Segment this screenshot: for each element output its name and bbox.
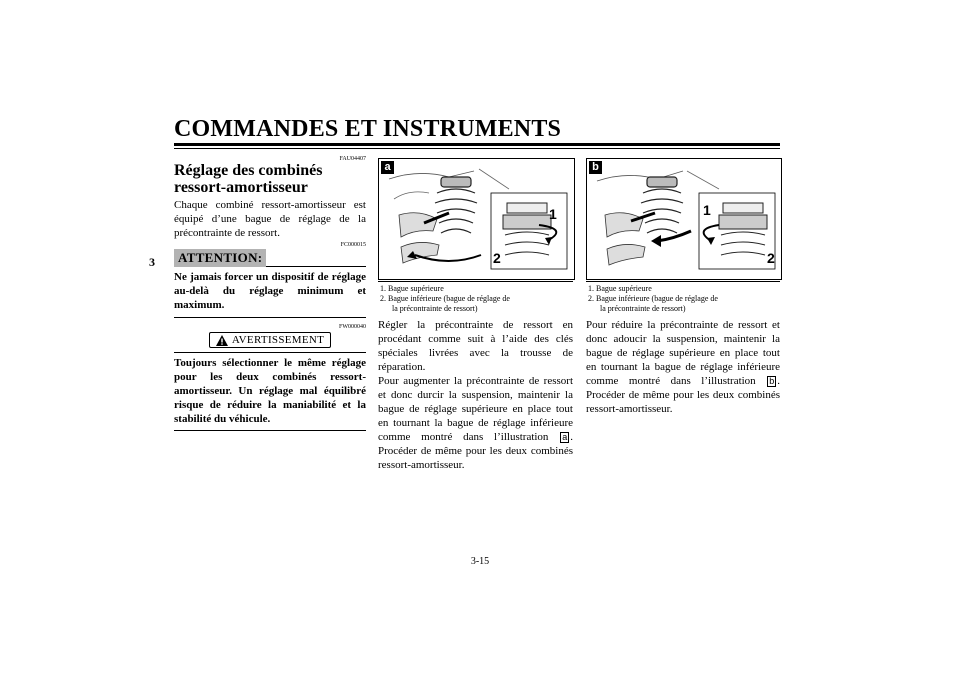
right-column	[586, 318, 780, 416]
figure-b-caption-2a: 2. Bague inférieure (bague de réglage de	[588, 294, 718, 303]
figure-b-caption-2b: la précontrainte de ressort)	[600, 304, 686, 313]
attention-code: FC000015	[340, 242, 366, 248]
header-rule	[174, 143, 780, 146]
warning-code: FW000040	[339, 324, 366, 330]
chapter-title: COMMANDES ET INSTRUMENTS	[174, 116, 562, 142]
figure-a-ref: a	[562, 432, 568, 442]
figure-a-caption-2b: la précontrainte de ressort)	[392, 304, 478, 313]
page-number: 3-15	[470, 556, 490, 567]
warning-label: AVERTISSEMENT	[231, 334, 325, 346]
figure-b-ref: b	[769, 376, 775, 386]
right-para-start: Pour réduire la précontrainte de ressort et donc adoucir la suspension, maintenir la bague de réglage supérieure en place tout en tournant la bague de réglage inférieure comme montré dans l’illustration	[586, 319, 780, 387]
figure-b-illustration	[587, 159, 781, 279]
intro-text: Chaque combiné ressort-amortisseur est équipé d’une bague de réglage de la précontrainte de ressort.	[174, 199, 366, 239]
figure-a-callout-1: 1	[549, 206, 557, 222]
figure-a-caption-2a: 2. Bague inférieure (bague de réglage de	[380, 294, 510, 303]
figure-b-caption-rule	[586, 281, 780, 282]
header-rule-thin	[174, 148, 780, 149]
attention-end-rule	[174, 317, 366, 318]
figure-b-letter: b	[589, 161, 602, 174]
figure-b	[586, 158, 782, 280]
warning-label-box	[209, 332, 331, 348]
figure-b-callout-2: 2	[767, 250, 775, 266]
figure-a-letter: a	[381, 161, 394, 174]
warning-header	[174, 332, 366, 348]
right-para-end: . Procéder de même pour les deux combinés ressort-amortisseur.	[586, 375, 780, 415]
warning-text: Toujours sélectionner le même réglage pour les deux combinés ressort-amortisseur. Un réglage mal équilibré risque de réduire la maniabilité et la stabilité du véhicule.	[174, 357, 366, 425]
figure-b-caption	[588, 284, 780, 314]
middle-column	[378, 318, 573, 472]
warning-top-rule	[174, 352, 366, 353]
attention-rule	[266, 266, 366, 267]
attention-text: Ne jamais forcer un dispositif de réglage au-delà du réglage minimum et maximum.	[174, 271, 366, 311]
figure-a-callout-2: 2	[493, 250, 501, 266]
figure-a-caption-rule	[378, 281, 573, 282]
warning-triangle-icon	[216, 335, 228, 346]
figure-a	[378, 158, 575, 280]
figure-b-caption-1: 1. Bague supérieure	[588, 284, 652, 293]
figure-b-callout-1: 1	[703, 202, 711, 218]
middle-para-1: Régler la précontrainte de ressort en procédant comme suit à l’aide des clés spéciales livrées avec la trousse de réparation.	[378, 319, 573, 373]
figure-a-caption-1: 1. Bague supérieure	[380, 284, 444, 293]
warning-end-rule	[174, 430, 366, 431]
left-column	[174, 156, 366, 431]
ref-code: FAU04407	[339, 156, 366, 162]
figure-a-illustration	[379, 159, 574, 279]
middle-para-2-start: Pour augmenter la précontrainte de ressort et donc durcir la suspension, maintenir la bague de réglage supérieure en place tout en tournant la bague de réglage inférieure comme montré dans l’illustration	[378, 375, 573, 443]
attention-label: ATTENTION:	[174, 249, 266, 267]
middle-para-2	[378, 374, 573, 472]
middle-para-2-end: . Procéder de même pour les deux combinés ressort-amortisseur.	[378, 431, 573, 471]
attention-header	[174, 249, 366, 267]
chapter-tab: 3	[149, 255, 155, 269]
section-title: Réglage des combinés ressort-amortisseur	[174, 162, 323, 196]
figure-a-caption	[380, 284, 575, 314]
